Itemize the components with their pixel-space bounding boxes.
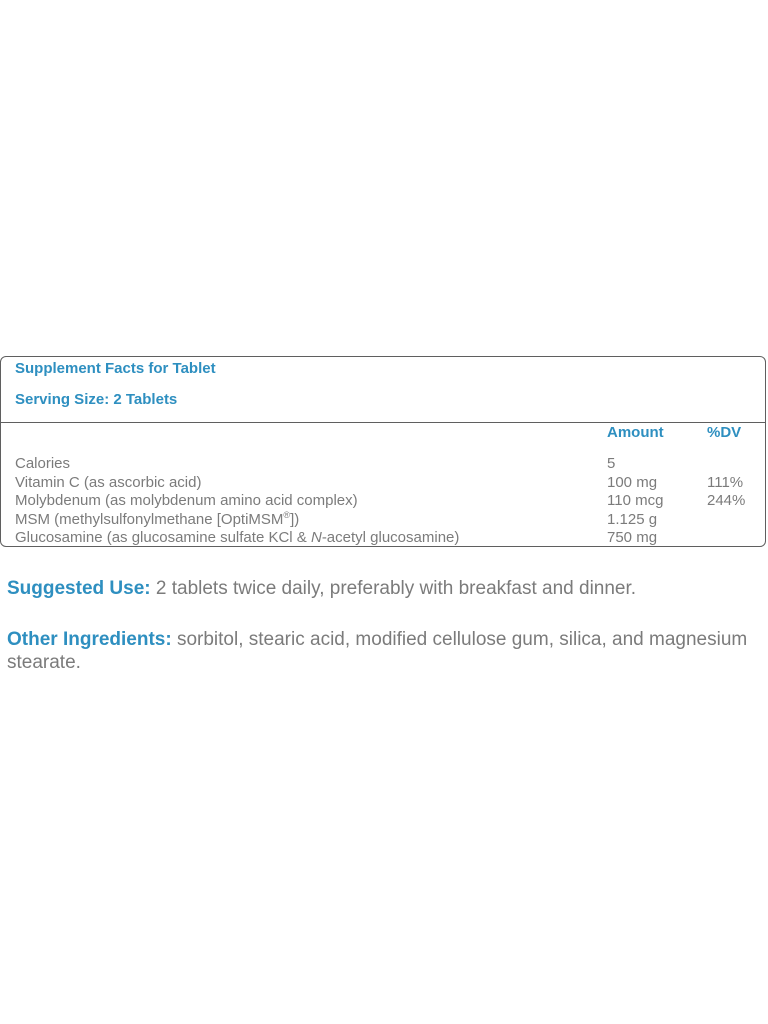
nutrient-row-molybdenum [1, 492, 765, 511]
other-ingredients-text: sorbitol, stearic acid, modified cellulose gum, silica, and magnesium stearate. [7, 629, 748, 673]
nutrient-dv: 111% [707, 473, 744, 491]
dv-column-header: %DV [707, 424, 742, 441]
facts-title: Supplement Facts for Tablet [15, 360, 216, 377]
nutrient-row-calories [1, 455, 765, 474]
nutrient-name-italic: N [310, 529, 322, 546]
nutrient-row-msm [1, 511, 765, 530]
nutrient-name [15, 511, 299, 529]
suggested-use [7, 577, 757, 600]
nutrient-name [15, 529, 459, 547]
registered-mark: ® [283, 509, 291, 520]
nutrient-name-prefix: MSM (methylsulfonylmethane [OptiMSM [15, 510, 284, 528]
amount-column-header: Amount [607, 424, 664, 441]
nutrient-name: Molybdenum (as molybdenum amino acid complex) [15, 492, 358, 509]
nutrient-amount: 750 mg [607, 529, 658, 546]
nutrient-name-prefix: Glucosamine (as glucosamine sulfate KCl & [15, 529, 311, 546]
nutrient-row-vitamin-c [1, 474, 765, 493]
nutrient-name: Vitamin C (as ascorbic acid) [15, 473, 202, 491]
other-ingredients [7, 628, 757, 674]
suggested-use-label: Suggested Use: [7, 578, 151, 599]
nutrient-row-glucosamine [1, 529, 765, 548]
nutrient-amount: 100 mg [607, 473, 658, 491]
nutrient-dv: 244% [707, 492, 746, 509]
other-ingredients-label: Other Ingredients: [7, 629, 172, 650]
supplement-facts-panel [0, 356, 766, 547]
nutrient-name-suffix: ]) [290, 510, 300, 528]
nutrient-amount: 5 [607, 455, 616, 472]
serving-size: Serving Size: 2 Tablets [15, 391, 178, 408]
nutrient-name: Calories [15, 455, 71, 472]
nutrient-rows [1, 455, 765, 548]
suggested-use-text: 2 tablets twice daily, preferably with breakfast and dinner. [150, 578, 637, 599]
nutrient-name-suffix: -acetyl glucosamine) [321, 529, 460, 546]
nutrient-amount: 110 mcg [607, 492, 664, 509]
nutrient-amount: 1.125 g [607, 510, 658, 528]
